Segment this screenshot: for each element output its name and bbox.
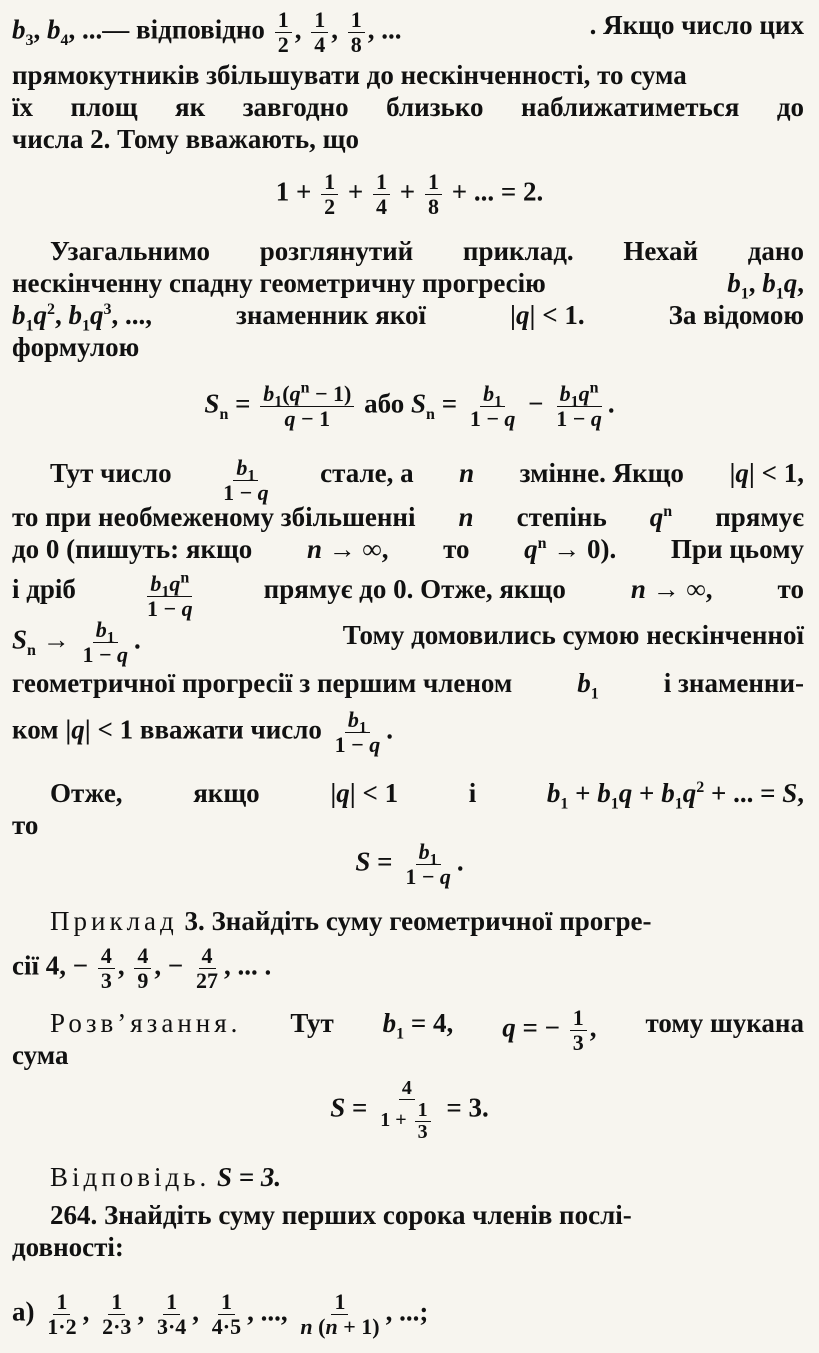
formula-answer: S = 4 1 + $\frac{1}{3}$ = 3. — [330, 1077, 489, 1143]
text: і — [468, 778, 477, 808]
text: і дріб — [12, 574, 76, 604]
text: степінь — [516, 502, 607, 532]
text: — відповідно — [102, 14, 265, 45]
formula-s: S = $\frac{b_1}{1 - q}$ . — [355, 839, 464, 889]
answer-line — [12, 1160, 819, 1194]
text-line: $S_n$ → $\frac{b_1}{1 - q}$ . Тому домовились сумою нескінченної — [12, 617, 804, 667]
text-line: їх площ як завгодно близько наближатиметься до — [12, 92, 804, 122]
formula-sn: $S_n$ = $\frac{b_1(q^n - 1)}{q - 1}$ або $S_n$ = $\frac{b_1}{1 - q}$ − $\frac{b_1q^n}{1 - q}$ . — [204, 379, 615, 431]
text: до 0 (пишуть: якщо — [12, 534, 253, 564]
text: змінне. Якщо — [519, 458, 684, 488]
example-label: Приклад — [50, 906, 178, 936]
text: або — [364, 388, 405, 419]
text: нескінченну спадну геометричну прогресію — [12, 268, 546, 298]
text: сії 4, — [12, 950, 66, 981]
text: . Якщо число цих — [589, 10, 804, 40]
text: Тут число — [50, 458, 172, 488]
text: Тут — [290, 1008, 334, 1038]
text: прямує до 0. Отже, якщо — [263, 574, 566, 604]
text-line: формулою — [12, 332, 140, 362]
text: то — [777, 574, 804, 604]
text-line: довності: — [12, 1232, 124, 1262]
example-heading — [12, 904, 819, 938]
text: Знайдіть суму перших сорока членів послі- — [104, 1200, 632, 1230]
text-line: нескінченну спадну геометричну прогресію $b_1$, $b_1q$, — [12, 268, 804, 303]
text-line: $b_1q^2$, $b_1q^3$, ..., знаменник якої |q| < 1. За відомою — [12, 300, 804, 335]
answer-label: Відповідь. — [50, 1162, 211, 1192]
task-heading — [12, 1198, 819, 1232]
text: прямує — [715, 502, 804, 532]
text-line: то при необмеженому збільшенні n степінь $q^n$ прямує — [12, 502, 804, 532]
text: то при необмеженому збільшенні — [12, 502, 416, 532]
text-line: сії 4, − $\frac{4}{3}$ , $\frac{4}{9}$ , − $\frac{4}{27}$ , ... . — [12, 943, 272, 993]
text: геометричної прогресії з першим членом — [12, 668, 513, 698]
task-number: 264. — [50, 1200, 98, 1230]
formula-sum: 1 + $\frac{1}{2}$ + $\frac{1}{4}$ + $\frac{1}{8}$ + ... = 2. — [275, 169, 544, 219]
task-item-label: а) — [12, 1296, 35, 1327]
text: Отже, — [50, 778, 123, 808]
text: якщо — [193, 778, 260, 808]
text: ком — [12, 714, 59, 745]
text-line: ком |q| < 1 вважати число $\frac{b_1}{1 - q}$ . — [12, 707, 393, 757]
task-sequence: а) $\frac{1}{1\cdot 2}$ , $\frac{1}{2\cdot 3}$ , $\frac{1}{3\cdot 4}$ , $\frac{1}{4\cdot 5}$ , ..., $\frac{1}{n (n + 1)}$ , ...; — [12, 1289, 429, 1339]
text: При цьому — [670, 534, 804, 564]
text: 3. Знайдіть суму геометричної прогре- — [184, 906, 652, 936]
text-line: Тут число $\frac{b_1}{1 - q}$ стале, а n змінне. Якщо |q| < 1, — [50, 455, 804, 505]
text-line: Розв’язання. Тут $b_1 = 4$, q = − $\frac{1}{3}$ , тому шукана — [50, 1005, 804, 1055]
text: Тому домовились сумою нескінченної — [342, 620, 804, 650]
text-line: то — [12, 810, 39, 840]
text-line: сума — [12, 1040, 69, 1070]
text-line: і дріб $\frac{b_1q^n}{1 - q}$ прямує до 0. Отже, якщо n → ∞, то — [12, 569, 804, 621]
text-line: Узагальнимо розглянутий приклад. Нехай дано — [50, 236, 804, 266]
text: і знаменни- — [663, 668, 804, 698]
text: тому шукана — [645, 1008, 804, 1038]
text: За відомою — [668, 300, 804, 330]
text: стале, а — [320, 458, 414, 488]
text: вважати число — [139, 714, 322, 745]
text-line: до 0 (пишуть: якщо n → ∞, то $q^n \to 0$). При цьому — [12, 534, 804, 564]
text-line: $b_3$, $b_4$, ...— відповідно $\frac{1}{2}$ , $\frac{1}{4}$ , $\frac{1}{8}$ , ... . Якщо число цих — [12, 7, 804, 57]
text-line: геометричної прогресії з першим членом $b_1$ і знаменни- — [12, 668, 804, 703]
text: знаменник якої — [235, 300, 427, 330]
text-line: Отже, якщо |q| < 1 і $b_1 + b_1q + b_1q^2$ + ... = S, — [50, 778, 804, 813]
answer-value: S = 3. — [217, 1162, 282, 1192]
solution-label: Розв’язання. — [50, 1008, 242, 1038]
text: то — [443, 534, 470, 564]
text-line: прямокутників збільшувати до нескінченності, то сума — [12, 60, 687, 90]
text-line: числа 2. Тому вважають, що — [12, 124, 359, 154]
